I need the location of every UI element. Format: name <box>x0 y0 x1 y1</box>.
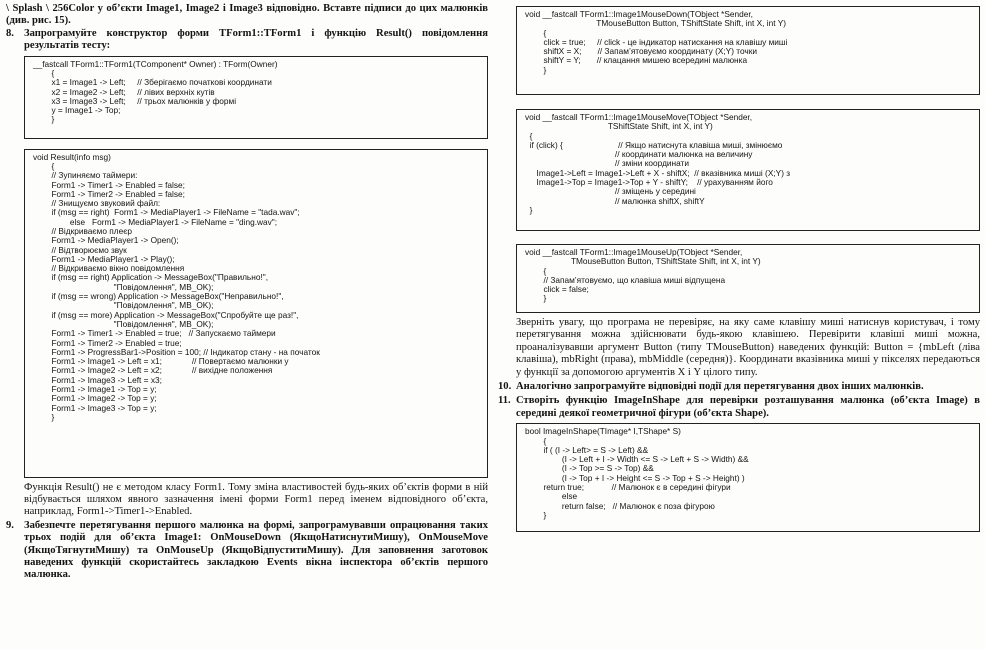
code-line: } <box>33 411 55 422</box>
intro-paragraph: \ Splash \ 256Color у об’єкти Image1, Image2 і Image3 відповідно. Вставте підписи до цих малюнків (див. рис. 15). <box>6 3 488 27</box>
code-line: Image1->Top = Image1->Top + Y - shiftY; // урахуванням його <box>525 177 773 188</box>
code-line: // Відкриваємо плеєр <box>33 226 133 236</box>
code-line: // Відкриваємо вікно повідомлення <box>33 263 185 274</box>
step-8-number: 8. <box>6 27 14 39</box>
step-11-number: 11. <box>498 395 511 407</box>
code-line: x2 = Image2 -> Left; // лівих верхніх кутів <box>33 86 215 97</box>
code-line: void __fastcall TForm1::Image1MouseDown(TObject *Sender, <box>525 9 753 19</box>
code-line: if ( (I -> Left> = S -> Left) && <box>525 444 649 455</box>
code-line: Form1 -> Timer1 -> Enabled = true; // Запускаємо таймери <box>33 328 276 339</box>
code-line: Form1 -> MediaPlayer1 -> Open(); <box>33 235 179 246</box>
step-10-text: Аналогічно запрограмуйте відповідні події для перетягування двох інших малюнків. <box>516 381 924 393</box>
code-block-mouse-down <box>516 6 980 95</box>
step-8 <box>6 28 488 53</box>
code-line: Form1 -> ProgressBar1->Position = 100; // Індикатор стану - на початок <box>33 346 320 357</box>
code-line: Form1 -> Timer2 -> Enabled = true; <box>33 337 182 348</box>
code-line: __fastcall TForm1::TForm1(TComponent* Owner) : TForm(Owner) <box>33 58 278 69</box>
step-9-text: Забезпечте перетягування першого малюнка на формі, запрограмувавши опрацювання таких трьох подій для об’єкта Image1: OnMouseDown (ЯкщоНатиснутиМишу), OnMouseMove (ЯкщоТягнутиМишу) та OnMouseUp (ЯкщоВідпуститиМишу). Для заповнення заготовок наведених функцій скористайтесь закладкою Events вікна інспектора об’єктів першого малюнка. <box>24 519 488 581</box>
code-line: "Повідомлення", MB_OK); <box>33 281 214 292</box>
code-line: if (msg == more) Application -> MessageBox("Спробуйте ще раз!", <box>33 309 299 320</box>
code-line: // координати малюнка на величину <box>525 149 753 160</box>
code-line: Form1 -> Timer2 -> Enabled = false; <box>33 188 185 199</box>
step-9 <box>6 520 488 582</box>
code-line: if (msg == right) Application -> MessageBox("Правильно!", <box>33 272 269 283</box>
code-line: { <box>33 160 55 171</box>
code-line: click = true; // click - це індикатор натискання на клавішу миші <box>525 36 788 47</box>
code-line: "Повідомлення", MB_OK); <box>33 318 214 329</box>
code-line: // Зупиняємо таймери: <box>33 170 138 181</box>
step-10 <box>498 381 980 393</box>
code-line: shiftY = Y; // клацання мишею всередині малюнка <box>525 55 748 66</box>
code-line: Image1->Left = Image1->Left + X - shiftX; // вказівника миші (X;Y) з <box>525 167 791 178</box>
code-line: return true; // Малюнок є в середині фігури <box>525 482 731 493</box>
code-line: // малюнка shiftX, shiftY <box>525 195 705 206</box>
code-line: } <box>525 64 547 75</box>
left-column <box>6 0 488 582</box>
code-line: Form1 -> Image1 -> Left = x1; // Повертаємо малюнки у <box>33 356 289 367</box>
code-line: TMouseButton Button, TShiftState Shift, int X, int Y) <box>525 18 787 29</box>
code-line: { <box>525 130 533 141</box>
code-line: { <box>525 435 547 446</box>
code-block-image-in-shape <box>516 423 980 532</box>
code-line: { <box>525 265 547 276</box>
code-line: bool ImageInShape(TImage* I,TShape* S) <box>525 426 681 437</box>
code-line: TMouseButton Button, TShiftState Shift, int X, int Y) <box>525 256 761 267</box>
code-line: Form1 -> Image1 -> Top = y; <box>33 384 157 395</box>
code-line: // Відтворюємо звук <box>33 244 127 255</box>
code-line: shiftX = X; // Запам’ятовуємо координату (X;Y) точки <box>525 46 758 57</box>
code-line: click = false; <box>525 284 589 295</box>
code-line: (I -> Top >= S -> Top) && <box>525 463 654 474</box>
step-8-text: Запрограмуйте конструктор форми TForm1::TForm1 і функцію Result() повідомлення результатів тесту: <box>24 27 488 52</box>
step-10-number: 10. <box>498 381 512 393</box>
code-line: if (msg == wrong) Application -> MessageBox("Неправильно!", <box>33 291 284 302</box>
code-line: } <box>525 293 547 304</box>
code-line: void __fastcall TForm1::Image1MouseUp(TObject *Sender, <box>525 247 743 257</box>
code-line: (I -> Left + I -> Width <= S -> Left + S -> Width) && <box>525 454 749 465</box>
code-line: // Запам’ятовуємо, що клавіша миші відпущена <box>525 274 726 285</box>
code-line: y = Image1 -> Top; <box>33 105 121 116</box>
code-line: if (msg == right) Form1 -> MediaPlayer1 -> FileName = "tada.wav"; <box>33 207 300 218</box>
code-block-mouse-move <box>516 109 980 231</box>
code-line: void __fastcall TForm1::Image1MouseMove(TObject *Sender, <box>525 112 753 122</box>
code-line: x1 = Image1 -> Left; // Зберігаємо початкові координати <box>33 77 272 88</box>
code-line: else Form1 -> MediaPlayer1 -> FileName = "ding.wav"; <box>33 216 278 227</box>
code-block-constructor <box>24 56 488 139</box>
code-line: if (click) { // Якщо натиснута клавіша миші, змінюємо <box>525 139 783 150</box>
code-line: TShiftState Shift, int X, int Y) <box>525 121 713 132</box>
step-11 <box>498 395 980 420</box>
code-line: } <box>33 114 55 125</box>
code-line: // Знищуємо звуковий файл: <box>33 198 161 209</box>
code-line: Form1 -> MediaPlayer1 -> Play(); <box>33 253 175 264</box>
right-column <box>498 0 980 536</box>
code-line: } <box>525 509 547 520</box>
code-line: { <box>525 27 547 38</box>
mouse-button-note: Зверніть увагу, що програма не перевіряє, на яку саме клавішу миші натиснув користувач, і тому перетягування можна здійснювати будь-якою клавішею. Перевірити клавіші миші можна, проаналізувавши аргумент Button (типу TMouseButton) наведених функцій: Button = {mbLeft (ліва клавіша), mbRight (права), mbMiddle (середня)}. Координати вказівника миші у пікселях передаються у функції за допомогою аргументів X і Y цілого типу. <box>516 317 980 378</box>
code-line: Form1 -> Image2 -> Left = x2; // вихідне положення <box>33 365 273 376</box>
code-line: Form1 -> Image3 -> Left = x3; <box>33 374 162 385</box>
code-line: "Повідомлення", MB_OK); <box>33 300 214 311</box>
code-line: // зміни координати <box>525 158 689 169</box>
step-9-number: 9. <box>6 519 14 531</box>
step-11-text: Створіть функцію ImageInShape для перевірки розташування малюнка (об’єкта Image) в середині деякої геометричної фігури (об’єкта Shape). <box>516 395 980 419</box>
code-line: void Result(info msg) <box>33 151 111 162</box>
code-line: Form1 -> Image3 -> Top = y; <box>33 402 157 413</box>
code-block-mouse-up <box>516 244 980 313</box>
result-note: Функція Result() не є методом класу Form1. Тому зміна властивостей будь-яких об’єктів форми в ній відбувається шляхом явного зазначення імені форми Form1 перед іменем відповідного об’єкта, наприклад, Form1->Timer1->Enabled. <box>24 481 488 518</box>
code-line: (I -> Top + I -> Height <= S -> Top + S -> Height) ) <box>525 472 745 483</box>
code-line: else <box>525 491 578 502</box>
code-line: } <box>525 204 533 215</box>
code-line: Form1 -> Image2 -> Top = y; <box>33 393 157 404</box>
code-line: x3 = Image3 -> Left; // трьох малюнків у формі <box>33 95 237 106</box>
code-line: return false; // Малюнок є поза фігурою <box>525 500 715 511</box>
code-block-result-function <box>24 149 488 478</box>
code-line: Form1 -> Timer1 -> Enabled = false; <box>33 179 185 190</box>
code-line: // зміщень у середині <box>525 186 696 197</box>
code-line: { <box>33 67 55 78</box>
